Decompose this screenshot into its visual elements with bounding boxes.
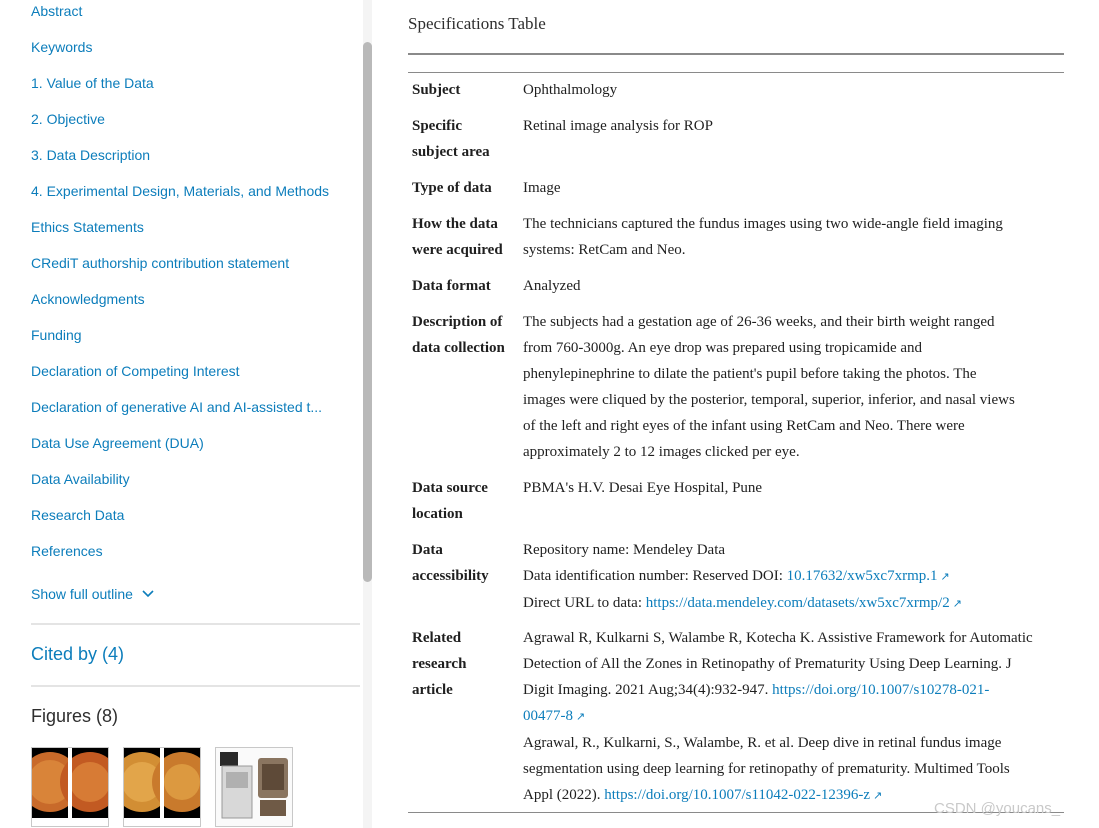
row-value: The technicians captured the fundus images using two wide-angle field imaging systems: RetCam and Neo. [523, 216, 1003, 258]
outline-references[interactable]: References [31, 543, 103, 559]
external-link-icon: ↗ [873, 790, 883, 802]
outline-keywords[interactable]: Keywords [31, 39, 93, 55]
show-outline-label: Show full outline [31, 586, 133, 602]
figure-thumbnail[interactable] [123, 747, 201, 827]
outline-data-availability[interactable]: Data Availability [31, 471, 130, 487]
chevron-down-icon [141, 587, 155, 601]
related-doi-link-2[interactable]: https://doi.org/10.1007/s11042-022-12396-z [604, 787, 871, 803]
row-label: Related research article [412, 630, 467, 698]
sidebar-divider [31, 685, 360, 687]
outline-research-data[interactable]: Research Data [31, 507, 125, 523]
row-label: Specific subject area [412, 118, 490, 160]
row-value: The subjects had a gestation age of 26-36 weeks, and their birth weight ranged from 760-3000g. An eye drop was prepared using tropicamide and phenylepinephrine to dilate the patient's pupil before taking the photos. The images were cliqued by the posterior, temporal, superior, inferior, and nasal views of the left and right eyes of the infant using RetCam and Neo. There were approximately 2 to 12 images clicked per eye. [523, 314, 1015, 460]
outline-credit[interactable]: CRediT authorship contribution statement [31, 255, 290, 271]
figures-heading: Figures (8) [31, 706, 119, 726]
row-label: Type of data [412, 180, 492, 196]
row-label: How the data were acquired [412, 216, 503, 258]
related-doi-link-1-cont[interactable]: 00477-8 [523, 708, 573, 724]
outline-acknowledgments[interactable]: Acknowledgments [31, 291, 145, 307]
row-value: Retinal image analysis for ROP [523, 118, 713, 134]
row-label: Subject [412, 82, 461, 98]
watermark: CSDN @youcans_ [934, 800, 1061, 817]
related-doi-link-1[interactable]: https://doi.org/10.1007/s10278-021- [772, 682, 990, 698]
doi-link[interactable]: 10.17632/xw5xc7xrmp.1 [786, 568, 938, 584]
row-label: Data format [412, 278, 491, 294]
figure-thumbnail[interactable] [215, 747, 293, 827]
outline-ethics[interactable]: Ethics Statements [31, 219, 144, 235]
table-top-rule [408, 53, 1064, 55]
outline-funding[interactable]: Funding [31, 327, 82, 343]
row-value: Repository name: Mendeley Data Data identification number: Reserved DOI: 10.17632/xw5xc7xrmp.1 ↗ Direct URL to data: https://data.mendeley.com/datasets/xw5xc7xrmp/2 ↗ [523, 537, 1058, 617]
outline-generative-ai[interactable]: Declaration of generative AI and AI-assisted t... [31, 399, 323, 415]
imaging-device-photo [216, 748, 292, 826]
row-label: Data accessibility [412, 542, 489, 584]
row-value: Image [523, 180, 561, 196]
outline-sidebar [0, 0, 375, 828]
external-link-icon: ↗ [940, 571, 950, 583]
fundus-image-pair [32, 748, 108, 826]
section-title: Specifications Table [408, 14, 546, 33]
cited-by-link[interactable]: Cited by (4) [31, 644, 125, 664]
external-link-icon: ↗ [576, 711, 586, 723]
row-value: Ophthalmology [523, 82, 618, 98]
outline-competing-interest[interactable]: Declaration of Competing Interest [31, 363, 240, 379]
outline-data-description[interactable]: 3. Data Description [31, 147, 151, 163]
external-link-icon: ↗ [952, 598, 962, 610]
row-value: PBMA's H.V. Desai Eye Hospital, Pune [523, 480, 763, 496]
row-value: Analyzed [523, 278, 581, 294]
row-label: Data source location [412, 480, 488, 522]
outline-objective[interactable]: 2. Objective [31, 111, 105, 127]
outline-dua[interactable]: Data Use Agreement (DUA) [31, 435, 204, 451]
sidebar-divider [31, 623, 360, 625]
table-header-rule [408, 72, 1064, 73]
outline-experimental-design[interactable]: 4. Experimental Design, Materials, and Methods [31, 183, 330, 199]
mendeley-url-link[interactable]: https://data.mendeley.com/datasets/xw5xc7xrmp/2 [645, 595, 950, 611]
fundus-image-pair [124, 748, 200, 826]
outline-value-of-data[interactable]: 1. Value of the Data [31, 75, 154, 91]
row-label: Description of data collection [412, 314, 505, 356]
row-value: Agrawal R, Kulkarni S, Walambe R, Kotecha K. Assistive Framework for Automatic Detection of All the Zones in Retinopathy of Prematurity Using Deep Learning. J Digit Imaging. 2021 Aug;34(4):932-947. https://doi.org/10.1007/s10278-021- 00477-8 ↗ Agrawal, R., Kulkarni, S., Walambe, R. et al. Deep dive in retinal fundus image segmentation using deep learning for retinopathy of prematurity. Multimed Tools Appl (2022). https://doi.org/10.1007/s11042-022-12396-z ↗ [523, 625, 1058, 809]
scrollbar-thumb[interactable] [363, 42, 372, 582]
show-full-outline-button[interactable] [31, 586, 155, 602]
figure-thumbnail[interactable] [31, 747, 109, 827]
outline-abstract[interactable]: Abstract [31, 3, 83, 19]
